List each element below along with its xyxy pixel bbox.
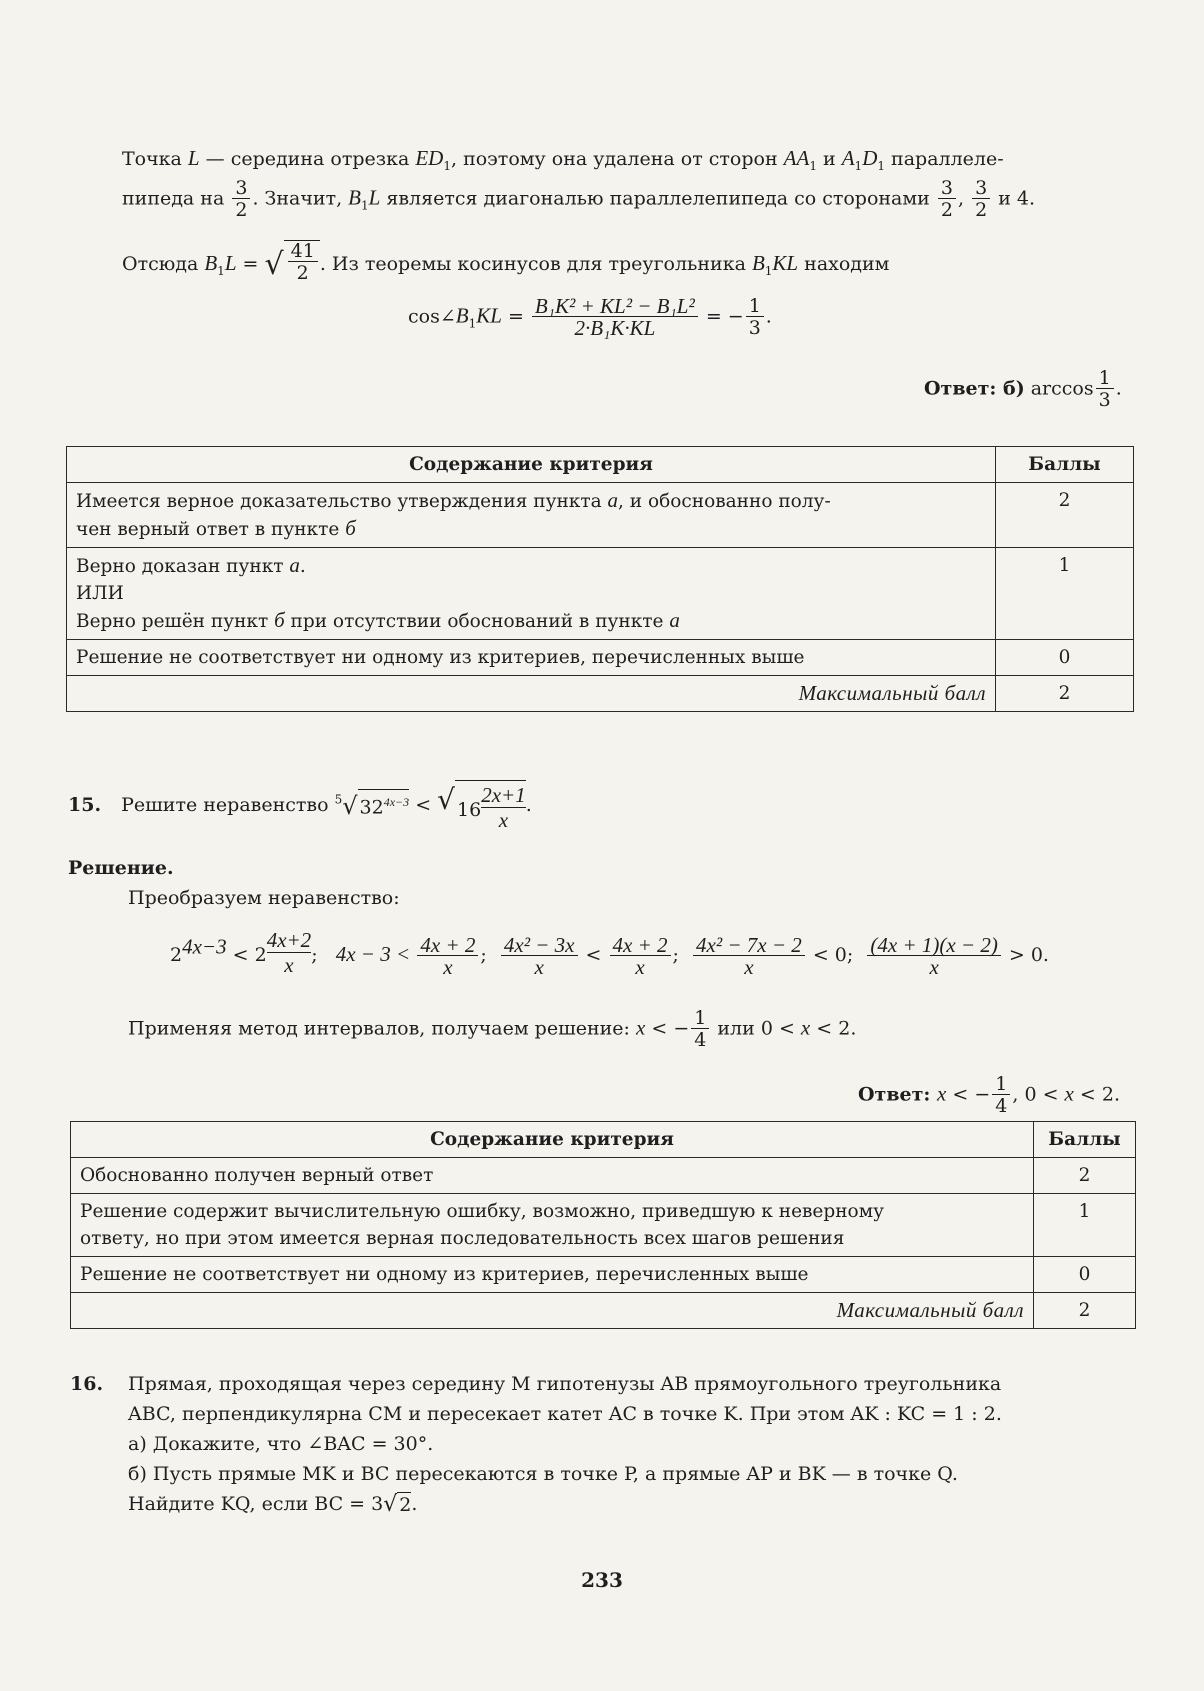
fraction-3-2-b: $\frac{3}{2}$ — [938, 178, 956, 221]
p14-line-3: Отсюда $B_1L$ = √ $\frac{41}{2}$ . Из теоремы косинусов для треугольника $B_1KL$ находим — [122, 240, 889, 290]
criteria-table-1 — [66, 446, 1134, 712]
criterion-points: 2 — [1034, 1158, 1136, 1194]
p15-statement: 15. Решите неравенство $^5$ √ $32^{4x-3}$ < √ 16 $^{\frac{2x+1}{x}}$ . — [68, 780, 532, 832]
criteria-table-2 — [70, 1121, 1136, 1329]
p14-line-2: пипеда на $\frac{3}{2}$ . Значит, $B_1L$ является диагональю параллелепипеда со сторонами $\frac{3}{2}$ , $\frac{3}{2}$ и 4. — [122, 177, 1036, 221]
criterion-text: Решение содержит вычислительную ошибку, возможно, приведшую к неверному ответу, но при этом имеется верная последовательность всех шагов решения — [71, 1194, 1034, 1257]
solution-heading: Решение. — [68, 857, 174, 879]
table-row — [67, 548, 1134, 640]
criterion-text: Верно доказан пункт а. ИЛИ Верно решён пункт б при отсутствии обоснований в пункте а — [67, 548, 996, 640]
table-row-max — [67, 676, 1134, 712]
header-content: Содержание критерия — [71, 1122, 1034, 1158]
p14-answer: Ответ: б) arccos $\frac{1}{3}$ . — [924, 367, 1122, 411]
cosine-formula: $\cos\angle B_1KL$ = $\frac{\text{B₁K² + KL² − B₁L²}}{\text{2·B₁K·KL}}$ = − $\frac{1}{3}$ . — [408, 294, 772, 340]
header-points: Баллы — [996, 447, 1134, 483]
page-number: 233 — [581, 1568, 623, 1592]
table-header — [71, 1122, 1136, 1158]
solution-intro: Преобразуем неравенство: — [128, 887, 400, 909]
fifth-root: √ $32^{4x-3}$ — [342, 789, 409, 823]
cosine-fraction: $\frac{\text{B₁K² + KL² − B₁L²}}{\text{2·B₁K·KL}}$ — [532, 296, 698, 339]
max-score-value: 2 — [996, 676, 1134, 712]
p16-line-5: Найдите KQ, если BC = 3 √ 2 . — [128, 1492, 418, 1517]
criterion-text: Обоснованно получен верный ответ — [71, 1158, 1034, 1194]
table-row — [71, 1257, 1136, 1293]
max-score-label: Максимальный балл — [71, 1293, 1034, 1329]
p16-line-1: Прямая, проходящая через середину M гипотенузы AB прямоугольного треугольника — [128, 1373, 1002, 1395]
table-row — [67, 640, 1134, 676]
criterion-text: Решение не соответствует ни одному из критериев, перечисленных выше — [67, 640, 996, 676]
fraction-3-2-c: $\frac{3}{2}$ — [972, 178, 990, 221]
square-root: √ 16 $^{\frac{2x+1}{x}}$ — [437, 780, 526, 832]
p16-line-3: а) Докажите, что ∠BAC = 30°. — [128, 1433, 434, 1455]
table-row — [71, 1158, 1136, 1194]
criterion-points: 0 — [996, 640, 1134, 676]
task-number-16: 16. — [70, 1373, 104, 1395]
max-score-label: Максимальный балл — [67, 676, 996, 712]
table-row — [67, 483, 1134, 548]
answer-fraction: $\frac{1}{3}$ — [1096, 368, 1114, 411]
fraction-3-2: $\frac{3}{2}$ — [232, 178, 250, 221]
p16-line-2: ABC, перпендикулярна CM и пересекает катет AC в точке K. При этом AK : KC = 1 : 2. — [128, 1403, 1002, 1425]
transform-chain: $2^{4x-3} < 2$ $^{\frac{4x+2}{x}}$ ; 4x − 3 < $\frac{4x + 2}{x}$ ; $\frac{\text{4x² − 3x}}{x}$ < $\frac{4x + 2}{x}$ ; $\frac{\text{4x² − 7x − 2}}{x}$ < 0; $\frac{(4x + 1)(x - 2)}{x}$ > 0. — [170, 928, 1049, 979]
p15-answer: Ответ: x < − $\frac{1}{4}$ , 0 < x < 2. — [858, 1073, 1120, 1117]
fraction-1-3: $\frac{1}{3}$ — [746, 296, 764, 339]
criterion-points: 1 — [996, 548, 1134, 640]
header-content: Содержание критерия — [67, 447, 996, 483]
criterion-text: Решение не соответствует ни одному из критериев, перечисленных выше — [71, 1257, 1034, 1293]
task-number-15: 15. — [68, 794, 102, 816]
p14-line-1: Точка L — середина отрезка $ED_1$, поэтому она удалена от сторон $AA_1$ и $A_1D_1$ параллеле- — [122, 146, 1004, 173]
sqrt-41-2: √ $\frac{41}{2}$ — [265, 240, 320, 290]
criterion-text: Имеется верное доказательство утверждения пункта а, и обоснованно полу- чен верный ответ в пункте б — [67, 483, 996, 548]
max-score-value: 2 — [1034, 1293, 1136, 1329]
criterion-points: 1 — [1034, 1194, 1136, 1257]
interval-method: Применяя метод интервалов, получаем решение: x < − $\frac{1}{4}$ или 0 < x < 2. — [128, 1007, 857, 1051]
table-row — [71, 1194, 1136, 1257]
criterion-points: 2 — [996, 483, 1134, 548]
header-points: Баллы — [1034, 1122, 1136, 1158]
table-row-max — [71, 1293, 1136, 1329]
criterion-points: 0 — [1034, 1257, 1136, 1293]
p16-line-4: б) Пусть прямые MK и BC пересекаются в точке P, а прямые AP и BK — в точке Q. — [128, 1463, 958, 1485]
table-header — [67, 447, 1134, 483]
